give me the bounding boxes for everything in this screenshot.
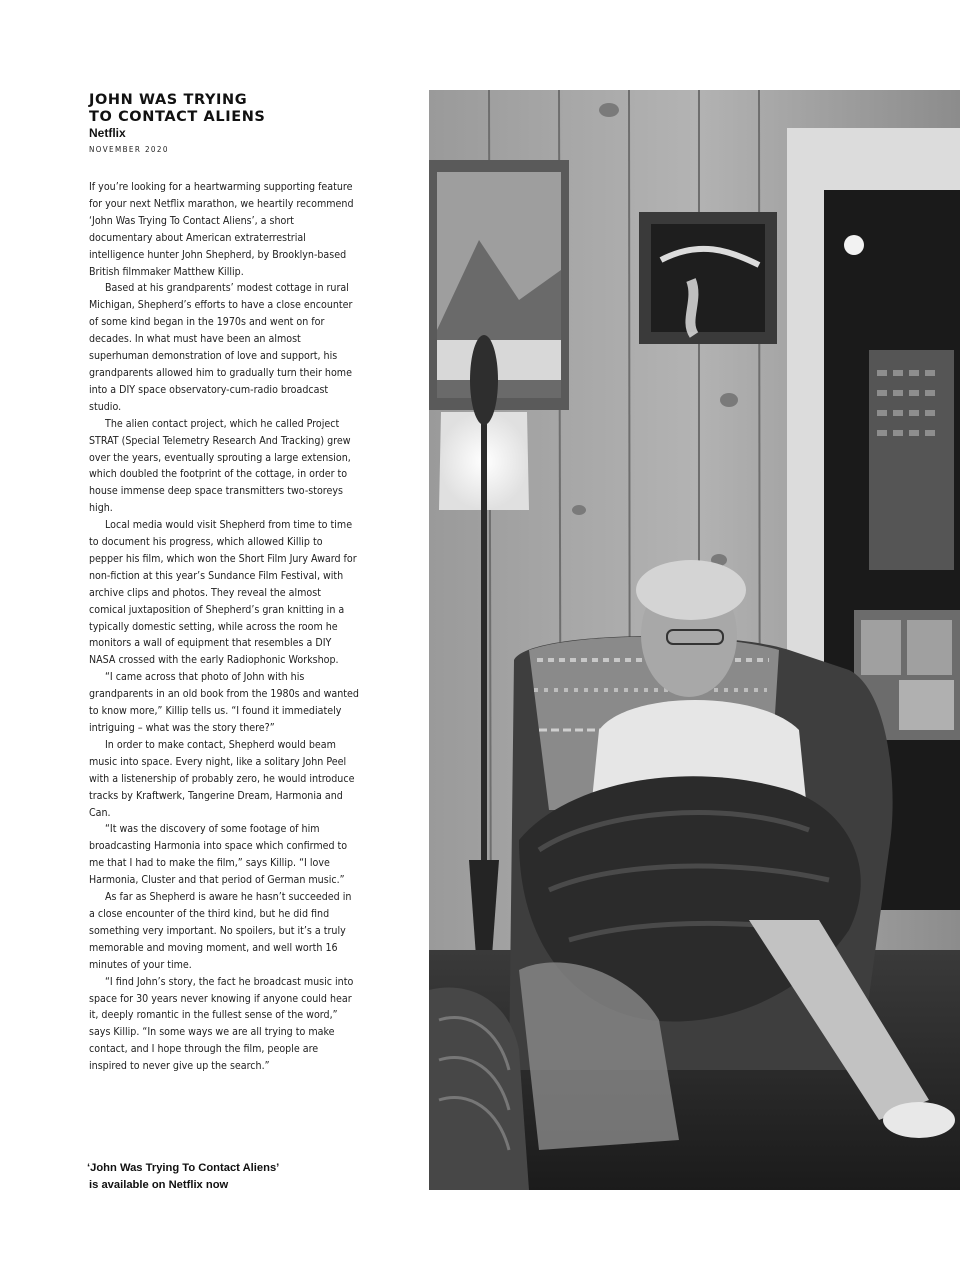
paragraph-1: If you’re looking for a heartwarming supporting feature for your next Netflix marathon, we heartily recommend ‘John Was Trying To Contact Aliens’, a short documentary about American extraterrestrial intelligence hunter John Shepherd, by Brooklyn-based British filmmaker Matthew Killip.: [89, 181, 354, 278]
article-headline: [89, 92, 359, 126]
availability-line-2: is available on Netflix now: [89, 1178, 229, 1191]
paragraph-6: In order to make contact, Shepherd would beam music into space. Every night, like a solitary John Peel with a listenership of probably zero, he would introduce tracks by Kraftwerk, Tangerine Dream, Harmonia and Can.: [89, 738, 355, 819]
article-column: [89, 92, 359, 1075]
photo-grandmother-knitting-icon: [429, 90, 960, 1190]
article-photo: [429, 90, 960, 1190]
article-source: Netflix: [89, 126, 126, 140]
headline-line-2: TO CONTACT ALIENS: [89, 109, 266, 125]
availability-line-1: ‘John Was Trying To Contact Aliens’: [87, 1162, 280, 1174]
article-body: [89, 179, 359, 1075]
paragraph-9: “I find John’s story, the fact he broadcast music into space for 30 years never knowing if anyone could hear it, deeply romantic in the fullest sense of the word,” says Killip. “In some ways we are all trying to make contact, and I hope through the film, people are inspired to never give up the search.”: [89, 975, 354, 1073]
article-date: NOVEMBER 2020: [89, 145, 169, 154]
paragraph-4: Local media would visit Shepherd from time to time to document his progress, which allowed Killip to pepper his film, which won the Short Film Jury Award for non-fiction at this year’s Sundance Film Festival, with archive clips and photos. They reveal the almost comical juxtaposition of Shepherd’s gran knitting in a typically domestic setting, while across the room he monitors a wall of equipment that resembles a DIY NASA crossed with the early Radiophonic Workshop.: [89, 519, 357, 667]
paragraph-8: As far as Shepherd is aware he hasn’t succeeded in a close encounter of the third kind, but he did find something very important. No spoilers, but it’s a truly memorable and moving moment, and well worth 16 minutes of your time.: [89, 891, 352, 971]
paragraph-7: “It was the discovery of some footage of him broadcasting Harmonia into space which confirmed to me that I had to make the film,” says Killip. “I love Harmonia, Cluster and that period of German music.”: [89, 823, 348, 887]
paragraph-3: The alien contact project, which he called Project STRAT (Special Telemetry Research And Tracking) grew over the years, eventually sprouting a large extension, which doubled the footprint of the cottage, in order to house immense deep space transmitters two-storeys high.: [89, 417, 351, 515]
paragraph-5: “I came across that photo of John with his grandparents in an old book from the 1980s and wanted to know more,” Killip tells us. “I found it immediately intriguing – what was the story there?”: [89, 671, 359, 734]
paragraph-2: Based at his grandparents’ modest cottage in rural Michigan, Shepherd’s efforts to have a close encounter of some kind began in the 1970s and went on for decades. In what must have been an almost superhuman demonstration of love and support, his grandparents allowed him to gradually turn their home into a DIY space observatory-cum-radio broadcast studio.: [89, 282, 353, 413]
availability-note: [87, 1160, 367, 1193]
headline-line-1: JOHN WAS TRYING: [89, 92, 248, 108]
